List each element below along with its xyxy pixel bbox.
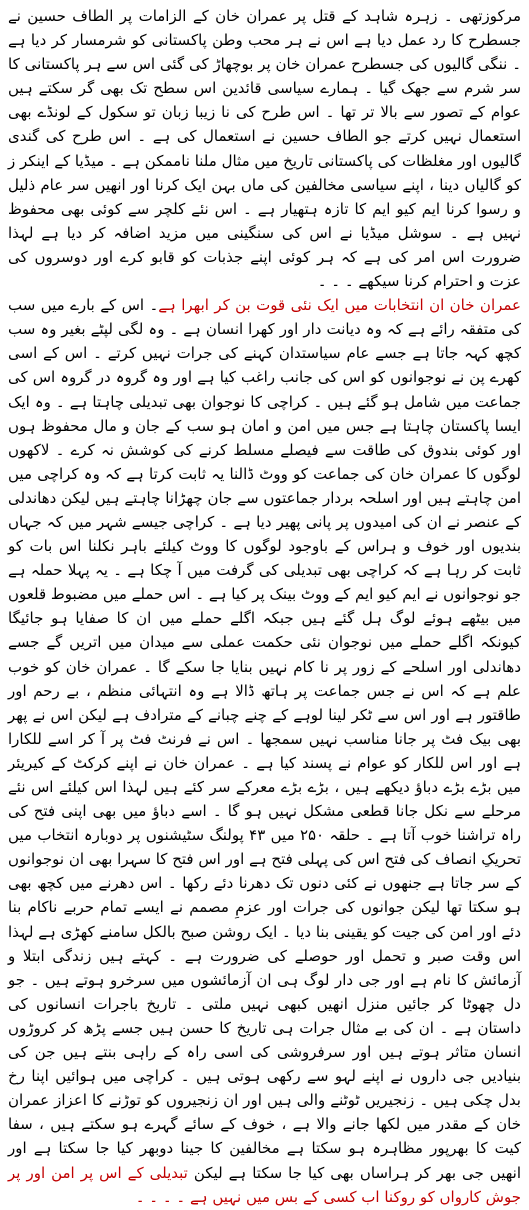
paragraph-1 xyxy=(8,4,521,293)
paragraph-1-text: مرکوزتھی ۔ زہرہ شاہد کے قتل پر عمران خان کے الزامات پر الطاف حسین نے جسطرح کا رد عمل دیا ہے اس نے ہر محب وطن پاکستانی کو شرمسار کر دیا ہے ۔ ننگی گالیوں کی جسطرح عمران خان پر بوچھاڑ کی گئی اس سے ہر پاکستانی کا سر شرم سے جھک گیا ۔ ہمارے سیاسی قائدین اس سطح تک بھی گر سکتے ہیں عوام کے تصور سے بالا تر تھا ۔ اس طرح کی نا زیبا زبان تو سکول کے لونڈے بھی استعمال نہیں کرتے جو الطاف حسین نے استعمال کی ہے ۔ اس طرح کی گندی گالیوں اور مغلظات کی پاکستانی تاریخ میں مثال ملنا ناممکن ہے ۔ میڈیا کے اینکر ز کو گالیاں دینا ، اپنے سیاسی مخالفین کی ماں بہن ایک کرنا اور انھیں سر عام ذلیل و رسوا کرنا ایم کیو ایم کا تازہ ہتھیار ہے ۔ اس نئے کلچر سے کوئی بھی محفوظ نہیں ہے ۔ سوشل میڈیا نے اس کی سنگینی میں مزید اضافہ کر دیا ہے لہذا ضرورت اس امر کی ہے کہ ہر کوئی اپنے جذبات کو قابو کرے اور دوسروں کی عزت و احترام کرنا سیکھے ۔ ۔ ۔ xyxy=(8,7,522,291)
paragraph-2-text: ۔ اس کے بارے میں سب کی متفقہ رائے ہے کہ وہ دیانت دار اور کھرا انسان ہے ۔ وہ لگی لپٹے بغیر وہ سب کچھ کہہ جاتا ہے جسے عام سیاستدان کہنے کی جرات نہیں کرتے ۔ اس کے اسی کھرے پن نے نوجوانوں کو اس کی جانب راغب کیا ہے اور وہ گروہ در گروہ اس کی جماعت میں شامل ہو گئے ہیں ۔ کراچی کا نوجوان بھی تبدیلی چاہتا ہے ۔ وہ ایک ایسا پاکستان چاہتا ہے جس میں امن و امان ہو سب کے جان و مال محفوظ ہوں اور کوئی بندوق کی طاقت سے فیصلے مسلط کرنے کی کوشش نہ کرے ۔ لاکھوں لوگوں کا عمران خان کی جماعت کو ووٹ ڈالنا یہ ثابت کرتا ہے کہ وہ کراچی میں امن چاہتے ہیں اور اسلحہ بردار جماعتوں سے جان چھڑانا چاہتے ہیں لیکن دھاندلی کے عنصر نے ان کی امیدوں پر پانی پھیر دیا ہے ۔ کراچی جیسے شہر میں کہ جہاں بندیوں اور خوف و ہراس کے باوجود لوگوں کا ووٹ کیلئے باہر نکلنا اس بات کو ثابت کر رہا ہے کہ کراچی بھی تبدیلی کی گرفت میں آ چکا ہے ۔ یہ پہلا حملہ ہے جو نوجوانوں نے ایم کیو ایم کے ووٹ بینک پر کیا ہے ۔ اس حملے میں مضبوط قلعوں میں بیٹھے ہوئے لوگ ہل گئے ہیں جبکہ اگلے حملے میں ان کا صفایا ہو جائیگا کیونکہ اگلے حملے میں نوجوان نئی حکمت عملی سے میدان میں اتریں گے جسے دھاندلی اور اسلحے کے زور پر نا کام نہیں بنایا جا سکے گا ۔ عمران خان کو خوب علم ہے کہ اس نے جس جماعت پر ہاتھ ڈالا ہے وہ انتہائی منظم ، بے رحم اور طاقتور ہے اور اس سے ٹکر لینا لوہے کے چنے چبانے کے مترادف ہے لیکن اس نے پھر بھی بیک فٹ پر جانا مناسب نہیں سمجھا ۔ اس نے فرنٹ فٹ پر آ کر اسے للکارا ہے اور اس للکار کو عوام نے پسند کیا ہے ۔ عمران خان نے اپنے کرکٹ کے کیریئر میں بڑے بڑے دباؤ دیکھے ہیں ، بڑے بڑے معرکے سر کئے ہیں لہذا اس کیلئے اس نئے مرحلے سے نکل جانا قطعی مشکل نہیں ہو گا ۔ اسے دباؤ میں بھی اپنی فتح کی راہ تراشنا خوب آتا ہے ۔ حلقہ ۲۵۰ میں ۴۳ پولنگ سٹیشنوں پر دوبارہ انتخاب میں تحریکِ انصاف کی فتح اس کی پہلی فتح ہے اور اس فتح کا سہرا بھی ان نوجوانوں کے سر جاتا ہے جنھوں نے کئی دنوں تک دھرنا دئے رکھا ۔ اس دھرنے میں کچھ بھی ہو سکتا تھا لیکن جوانوں کی جرات اور عزمِ مصمم نے ایسے تمام حربے ناکام بنا دئے اور امن کی جیت کو یقینی بنا دیا ۔ ایک روشن صبح بالکل سامنے کھڑی ہے لہذا اس وقت صبر و تحمل اور حوصلے کی ضرورت ہے ۔ کہتے ہیں زندگی ابتلا و آزمائش کا نام ہے اور جی دار لوگ ہی ان آزمائشوں میں سرخرو ہوتے ہیں ۔ جو دل چھوٹا کر جائیں منزل انھیں کبھی نہیں ملتی ۔ تاریخ باجرات انسانوں کی داستان ہے ۔ ان کی بے مثال جرات ہی تاریخ کا حسن ہیں جسے پڑھ کر کروڑوں انسان متاثر ہوتے ہیں اور سرفروشی کی اسی راہ کے راہی بنتے ہیں جن کی بنیادیں جی داروں نے اپنے لہو سے رکھی ہوتی ہیں ۔ کراچی میں ہوائیں اپنا رخ بدل چکی ہیں ۔ زنجیریں ٹوٹنے والی ہیں اور ان زنجیروں کو توڑنے کا اعزاز عمران خان کے مقدر میں لکھا جانے والا ہے ، خوف کے سائے گہرے ہو سکتے ہیں ، سفا کیت کا بھرپور مظاہرہ ہو سکتا ہے مخالفین کا جینا دوبھر کیا جا سکتا ہے اور انھیں جی بھر کر ہراساں بھی کیا جا سکتا ہے لیکن xyxy=(8,296,522,1182)
highlighted-closing-sentence: تبدیلی کے اس پر امن اور پر جوش کارواں کو روکنا اب کسی کے بس میں نہیں ہے ۔ ۔ ۔ ۔ xyxy=(8,1163,521,1206)
paragraph-2 xyxy=(8,293,521,1209)
highlighted-lead-sentence: عمران خان ان انتخابات میں ایک نئی قوت بن کر ابھرا ہے xyxy=(158,296,522,315)
